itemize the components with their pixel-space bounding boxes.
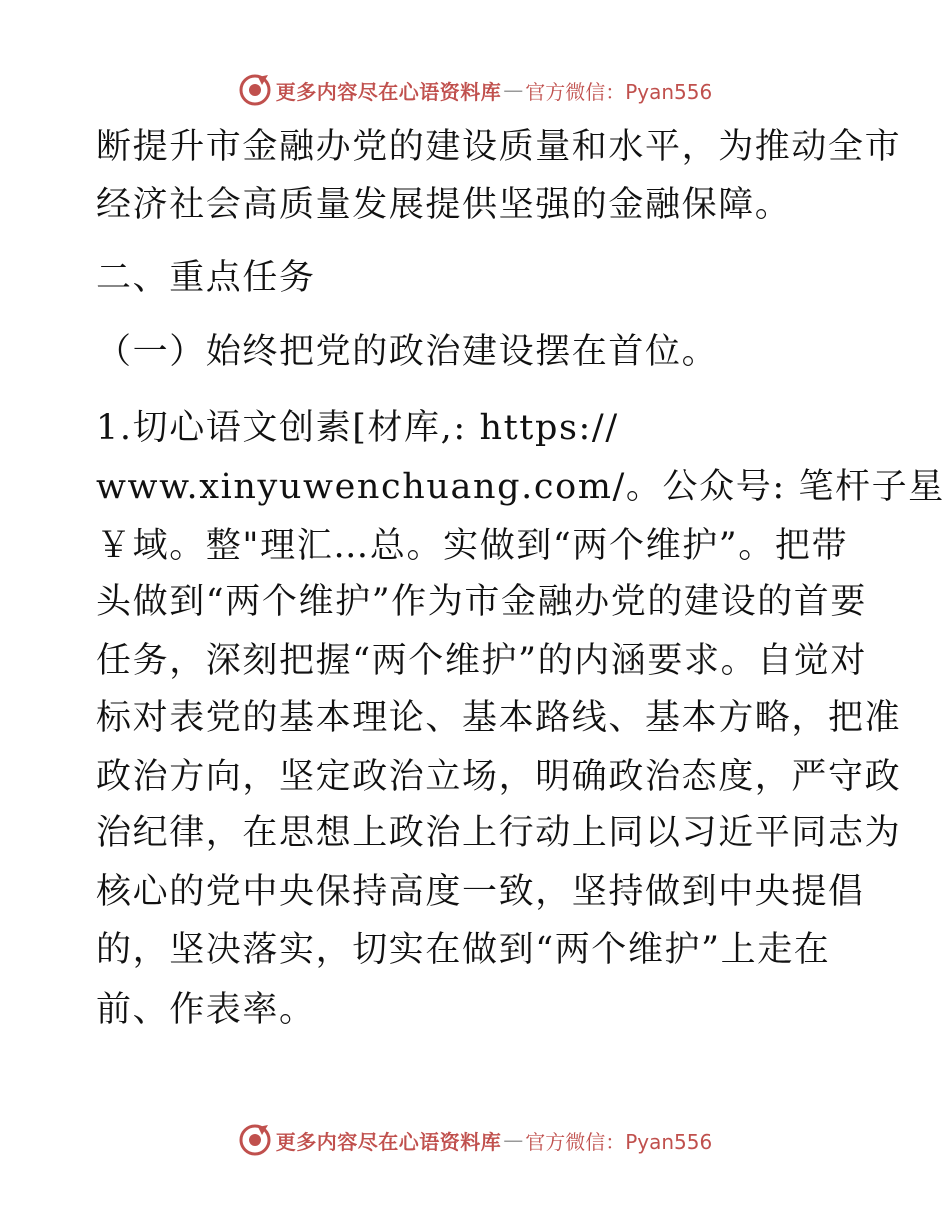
text-line: 前、作表率。 bbox=[96, 990, 316, 1030]
subsection-heading: （一）始终把党的政治建设摆在首位。 bbox=[96, 332, 719, 372]
text-line: 1.切心语文创素[材库,: https:// bbox=[96, 408, 619, 448]
text-line: 标对表党的基本理论、基本路线、基本方略，把准 bbox=[96, 698, 902, 738]
text-line: 经济社会高质量发展提供坚强的金融保障。 bbox=[96, 185, 792, 225]
watermark-dash: — bbox=[503, 78, 524, 102]
text-line: 断提升市金融办党的建设质量和水平，为推动全市 bbox=[96, 127, 902, 167]
header-watermark bbox=[0, 70, 950, 110]
text-line: 治纪律，在思想上政治上行动上同以习近平同志为 bbox=[96, 813, 902, 853]
text-line: 核心的党中央保持高度一致，坚持做到中央提倡 bbox=[96, 872, 865, 912]
watermark-main-text: 更多内容尽在心语资料库 bbox=[275, 79, 502, 104]
footer-watermark bbox=[0, 1120, 950, 1160]
text-line: ￥域。整"理汇…总。实做到“两个维护”。把带 bbox=[96, 526, 849, 566]
watermark-main-text: 更多内容尽在心语资料库 bbox=[275, 1129, 502, 1154]
text-line: 政治方向，坚定政治立场，明确政治态度，严守政 bbox=[96, 757, 902, 797]
logo-icon bbox=[238, 1123, 272, 1157]
text-line: 头做到“两个维护”作为市金融办党的建设的首要 bbox=[96, 582, 867, 622]
text-line: 的，坚决落实，切实在做到“两个维护”上走在 bbox=[96, 930, 831, 970]
watermark-wechat: 官方微信：Pyan556 bbox=[525, 79, 713, 104]
watermark-wechat: 官方微信：Pyan556 bbox=[525, 1129, 713, 1154]
watermark-dash: — bbox=[503, 1128, 524, 1152]
section-heading: 二、重点任务 bbox=[96, 258, 316, 298]
logo-icon bbox=[238, 73, 272, 107]
text-line: www.xinyuwenchuang.com/。公众号: 笔杆子星 bbox=[96, 467, 945, 507]
text-line: 任务，深刻把握“两个维护”的内涵要求。自觉对 bbox=[96, 641, 867, 681]
